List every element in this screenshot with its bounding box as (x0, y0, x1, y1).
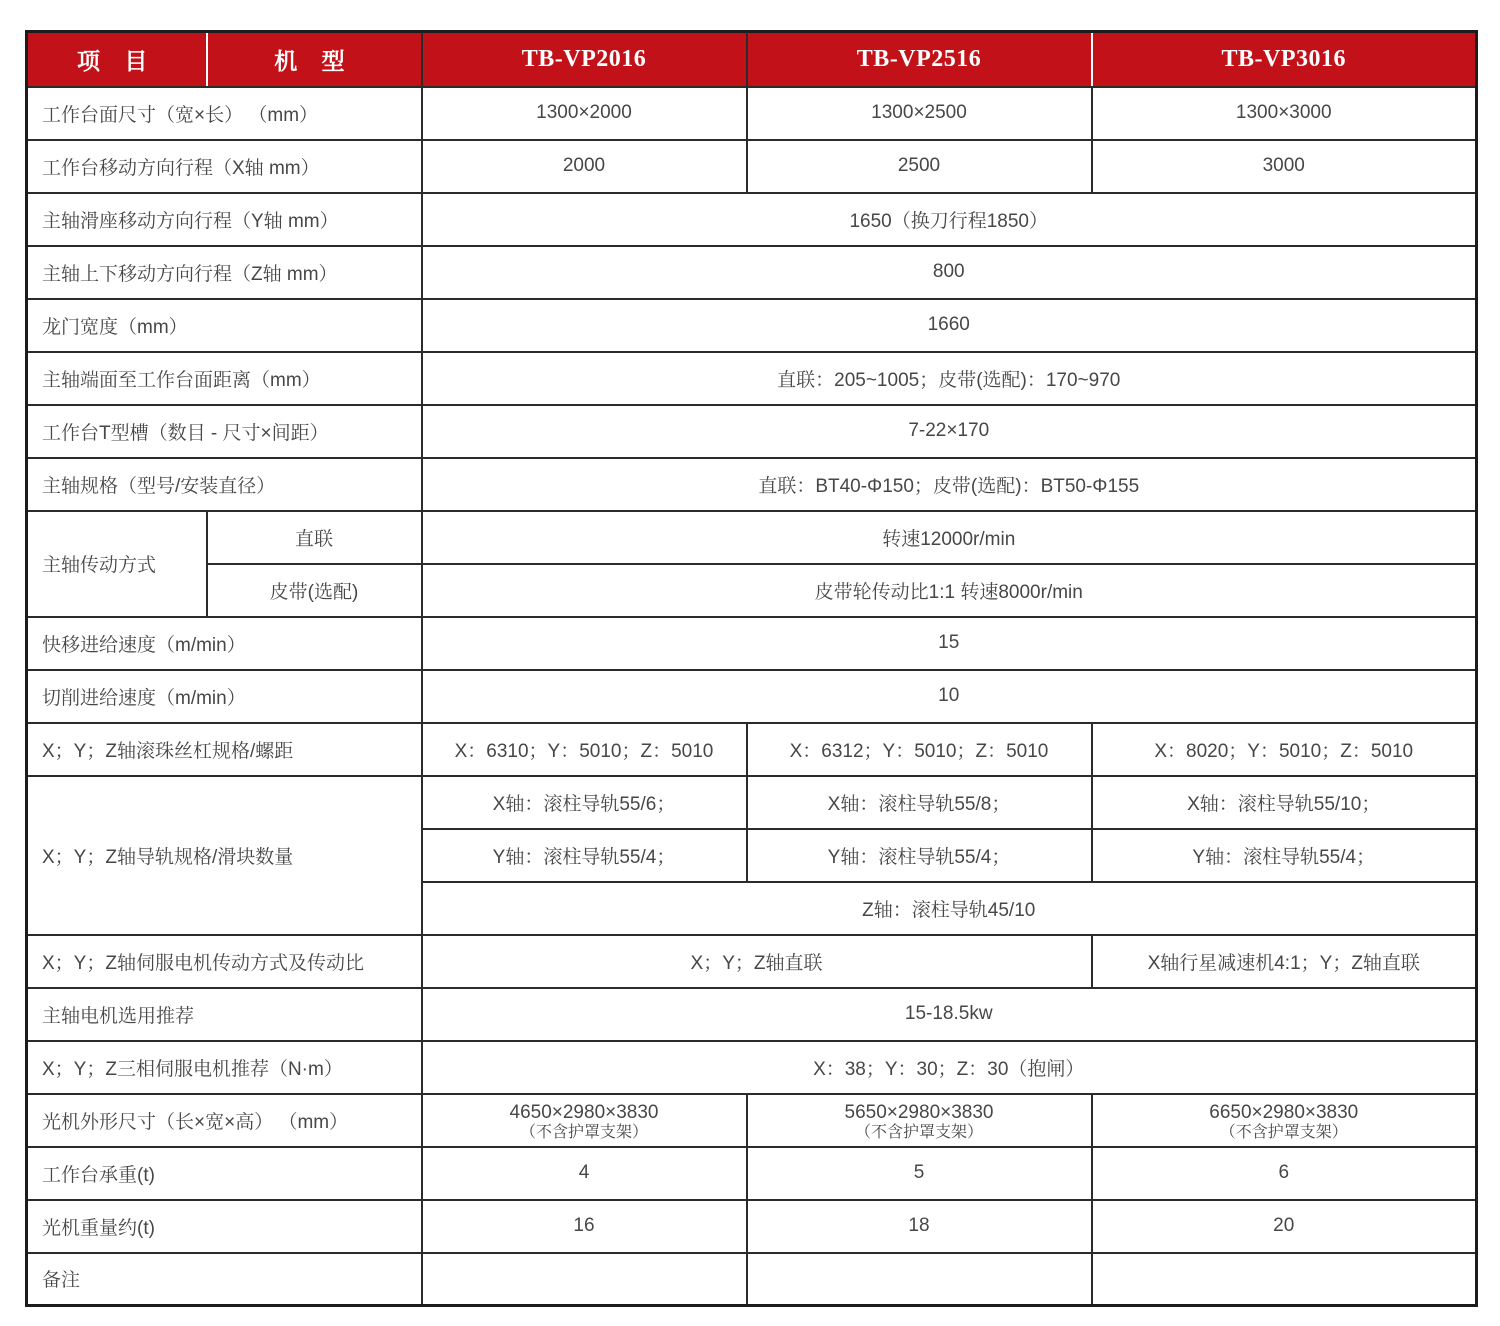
row-sublabel: 皮带(选配) (207, 564, 422, 617)
row-label: 主轴规格（型号/安装直径） (27, 458, 422, 511)
row-spindle-motor (27, 988, 1477, 1041)
row-z-travel (27, 246, 1477, 299)
value-cell: 6 (1092, 1147, 1477, 1200)
header-model: 机 型 (207, 32, 422, 87)
value-cell: 4 (422, 1147, 747, 1200)
value-cell: X：6312；Y：5010；Z：5010 (747, 723, 1092, 776)
dimension-value: 5650×2980×3830 (844, 1102, 994, 1123)
row-worktable-size (27, 87, 1477, 140)
row-guideway-x (27, 776, 1477, 829)
header-model-tb-vp2016: TB-VP2016 (422, 32, 747, 87)
row-machine-weight (27, 1200, 1477, 1253)
value-cell: X：8020；Y：5010；Z：5010 (1092, 723, 1477, 776)
empty-value-cell (747, 1253, 1092, 1306)
value-cell: X：38；Y：30；Z：30（抱闸） (422, 1041, 1477, 1094)
row-label: 主轴电机选用推荐 (27, 988, 422, 1041)
row-label: 工作台移动方向行程（X轴 mm） (27, 140, 422, 193)
row-t-slot (27, 405, 1477, 458)
value-cell: 1650（换刀行程1850） (422, 193, 1477, 246)
value-cell: X轴：滚柱导轨55/6； (422, 776, 747, 829)
value-cell: X轴：滚柱导轨55/8； (747, 776, 1092, 829)
row-x-travel (27, 140, 1477, 193)
row-label: 主轴传动方式 (27, 511, 207, 617)
value-cell: 1660 (422, 299, 1477, 352)
dimension-note: （不含护罩支架） (1219, 1124, 1348, 1141)
value-cell: Y轴：滚柱导轨55/4； (747, 829, 1092, 882)
value-cell: 3000 (1092, 140, 1477, 193)
value-cell: 15-18.5kw (422, 988, 1477, 1041)
row-y-travel (27, 193, 1477, 246)
value-cell: Y轴：滚柱导轨55/4； (422, 829, 747, 882)
row-label: 主轴滑座移动方向行程（Y轴 mm） (27, 193, 422, 246)
row-label: 工作台T型槽（数目 - 尺寸×间距） (27, 405, 422, 458)
value-cell: 皮带轮传动比1:1 转速8000r/min (422, 564, 1477, 617)
row-rapid-feed (27, 617, 1477, 670)
row-sublabel: 直联 (207, 511, 422, 564)
value-cell: 10 (422, 670, 1477, 723)
row-remarks (27, 1253, 1477, 1306)
value-cell: 直联：205~1005；皮带(选配)：170~970 (422, 352, 1477, 405)
row-table-load (27, 1147, 1477, 1200)
row-label: 备注 (27, 1253, 422, 1306)
row-gantry-width (27, 299, 1477, 352)
value-cell: 800 (422, 246, 1477, 299)
dimension-value: 6650×2980×3830 (1209, 1102, 1359, 1123)
row-label: 龙门宽度（mm） (27, 299, 422, 352)
row-ballscrew-spec (27, 723, 1477, 776)
empty-value-cell (422, 1253, 747, 1306)
table-header-row (27, 32, 1477, 87)
value-cell: 1300×2000 (422, 87, 747, 140)
header-item: 项 目 (27, 32, 207, 87)
machine-spec-sheet (25, 30, 1475, 1307)
value-cell: 7-22×170 (422, 405, 1477, 458)
empty-value-cell (1092, 1253, 1477, 1306)
value-cell: 5 (747, 1147, 1092, 1200)
row-machine-dimensions (27, 1094, 1477, 1147)
row-label: 快移进给速度（m/min） (27, 617, 422, 670)
row-spindle-to-table-distance (27, 352, 1477, 405)
row-spindle-spec (27, 458, 1477, 511)
value-cell: 2500 (747, 140, 1092, 193)
value-cell: X轴：滚柱导轨55/10； (1092, 776, 1477, 829)
dimension-value: 4650×2980×3830 (509, 1102, 659, 1123)
value-cell: Z轴：滚柱导轨45/10 (422, 882, 1477, 935)
row-label: 主轴上下移动方向行程（Z轴 mm） (27, 246, 422, 299)
row-label: X；Y；Z轴滚珠丝杠规格/螺距 (27, 723, 422, 776)
value-cell: X轴行星减速机4:1；Y；Z轴直联 (1092, 935, 1477, 988)
value-cell: 15 (422, 617, 1477, 670)
value-cell: Y轴：滚柱导轨55/4； (1092, 829, 1477, 882)
value-cell: 20 (1092, 1200, 1477, 1253)
value-cell: 直联：BT40-Φ150；皮带(选配)：BT50-Φ155 (422, 458, 1477, 511)
dimension-note: （不含护罩支架） (854, 1124, 983, 1141)
header-model-tb-vp3016: TB-VP3016 (1092, 32, 1477, 87)
row-label: 光机重量约(t) (27, 1200, 422, 1253)
value-cell: X：6310；Y：5010；Z：5010 (422, 723, 747, 776)
value-cell: X；Y；Z轴直联 (422, 935, 1092, 988)
row-spindle-drive-direct (27, 511, 1477, 564)
row-label: 工作台承重(t) (27, 1147, 422, 1200)
row-label: 工作台面尺寸（宽×长） （mm） (27, 87, 422, 140)
dimension-note: （不含护罩支架） (519, 1124, 648, 1141)
row-servo-drive-mode (27, 935, 1477, 988)
row-label: 主轴端面至工作台面距离（mm） (27, 352, 422, 405)
header-model-tb-vp2516: TB-VP2516 (747, 32, 1092, 87)
row-label: 切削进给速度（m/min） (27, 670, 422, 723)
value-cell: 1300×2500 (747, 87, 1092, 140)
row-servo-motor-torque (27, 1041, 1477, 1094)
row-label: X；Y；Z三相伺服电机推荐（N·m） (27, 1041, 422, 1094)
row-label: X；Y；Z轴伺服电机传动方式及传动比 (27, 935, 422, 988)
row-label: 光机外形尺寸（长×宽×高） （mm） (27, 1094, 422, 1147)
row-label: X；Y；Z轴导轨规格/滑块数量 (27, 776, 422, 935)
value-cell: 转速12000r/min (422, 511, 1477, 564)
value-cell (1092, 1094, 1477, 1147)
value-cell: 18 (747, 1200, 1092, 1253)
value-cell: 2000 (422, 140, 747, 193)
value-cell (422, 1094, 747, 1147)
row-cutting-feed (27, 670, 1477, 723)
row-spindle-drive-belt (27, 564, 1477, 617)
machine-spec-table (25, 30, 1478, 1307)
value-cell: 1300×3000 (1092, 87, 1477, 140)
value-cell (747, 1094, 1092, 1147)
value-cell: 16 (422, 1200, 747, 1253)
